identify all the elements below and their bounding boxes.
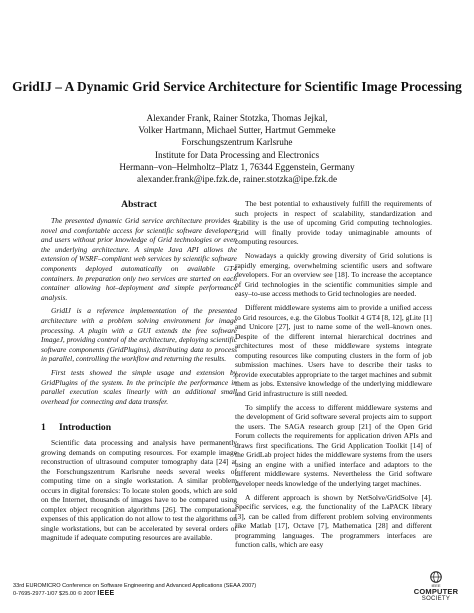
logo-line: IEEE [431,583,441,588]
abstract-paragraph: First tests showed the simple usage and extension by GridPlugins of the system. In the principle the performance in parallel execution scales linearly with an additional small overhead for connecting and data transfer. [41,367,237,406]
address-line: Hermann–von–Helmholtz–Platz 1, 76344 Eggenstein, Germany [119,161,355,172]
publisher-label: IEEE [97,590,115,597]
abstract-heading: Abstract [121,199,157,210]
body-paragraph: The best potential to exhaustively fulfill the requirements of such projects in respect of scalability, standardization and stability is the use of upcoming Grid computing technologies. Grid will finally provide today unimaginable amounts of computing resources. [235,199,432,246]
section-number: 1 [41,422,46,433]
logo-line: COMPUTER [413,587,459,596]
abstract-paragraph: GridIJ is a reference implementation of the presented architecture with a problem solving environment for image processing. A plugin with a GUI extends the free software ImageJ, providing control of the architecture, deploying scientific software components (GridPlugins), distributing data to process in parallel, controlling the workflow and returning the results. [41,306,237,364]
affiliation-line: Institute for Data Processing and Electronics [154,149,320,160]
author-line: Volker Hartmann, Michael Sutter, Hartmut Gemmeke [138,125,336,136]
body-paragraph: Nowadays a quickly growing diversity of Grid solutions is rapidly emerging, overwhelming scientific users and software developers. For an overview see [18]. To increase the acceptance of Grid technologies in the scientific communities simple and easy–to-use access methods to Grid technologies are needed. [235,251,432,298]
abstract-body [41,216,237,406]
paper-title: GridIJ – A Dynamic Grid Service Architecture for Scientific Image Processing [12,79,462,94]
page-footer [13,582,373,598]
body-paragraph: To simplify the access to different middleware systems and the development of Grid software several projects aim to support the users. The SAGA research group [21] of the Open Grid Forum collects the requirements for application driven APIs and draws first specifications. The Grid Application Toolkit [14] of the GridLab project hides the middleware systems from the users using an engine with a unified interface and adaptors to the different middleware systems. Nevertheless the Grid software developer needs knowledge of the underlying target machines. [235,402,432,488]
email-line: alexander.frank@ipe.fzk.de, rainer.stotzka@ipe.fzk.de [136,174,338,185]
conference-line: 33rd EUROMICRO Conference on Software Engineering and Advanced Applications (SEAA 2007) [13,583,257,589]
body-paragraph: A different approach is shown by NetSolve/GridSolve [4]. Specific services, e.g. the functionality of the LaPACK library [3], can be called from different problem solving environments like Matlab [17], Octave [7], Mathematica [28] and different programming languages. The programmers interfaces are function calls, which are easy [235,492,432,549]
affiliation-line: Forschungszentrum Karlsruhe [181,137,293,148]
body-paragraph: Different middleware systems aim to provide a unified access to Grid resources, e.g. the Globus Toolkit 4 GT4 [8, 12], gLite [1] and Unicore [27], just to name some of the well–known ones. Despite of the different internal hierarchical doctrines and architectures most of these middleware systems integrate computing resources like computing clusters in the form of job submission machines. Users have to describe their tasks to provide executables appropriate to the target machines and submit them as jobs. Extensive knowledge of the underlying middleware and Grid infrastructure is still needed. [235,303,432,398]
introduction-body [41,438,237,543]
section-heading-introduction [41,422,237,433]
abstract-paragraph: The presented dynamic Grid service architecture provides a novel and comfortable access for scientific software developers and users without prior knowledge of Grid technologies or even the underlying architecture. A simple Java API allows the extension of WSRF–compliant web services by scientific software components deployed automatically on available GT4 containers. In preparation only two services are started on each container allowing hot–deployment and simple performance analysis. [41,216,237,302]
author-block [0,112,474,185]
globe-icon [429,571,443,583]
computer-society-logo [410,571,462,611]
author-line: Alexander Frank, Rainer Stotzka, Thomas Jejkal, [146,113,328,123]
section-title: Introduction [59,422,112,433]
body-paragraph: Scientific data processing and analysis have permanently growing demands on computing resources. For example image reconstruction of ultrasound computer tomography data [24] at the Forschungszentrum Karlsruhe needs several weeks of computing time on a single workstation. A similar problem occurs in digital forensics: To locate stolen goods, which are sold on the Internet, thousands of images have to be compared using complex object recognition algorithms [26]. The computational expenses of this application do not allow to test the algorithms on single workstations, but can be accelerated by several orders of magnitude if adequate computing resources are available. [41,438,237,543]
logo-line: SOCIETY [421,596,451,602]
right-column-body [235,199,432,550]
isbn-line: 0-7695-2977-1/07 $25.00 © 2007 [13,591,96,597]
